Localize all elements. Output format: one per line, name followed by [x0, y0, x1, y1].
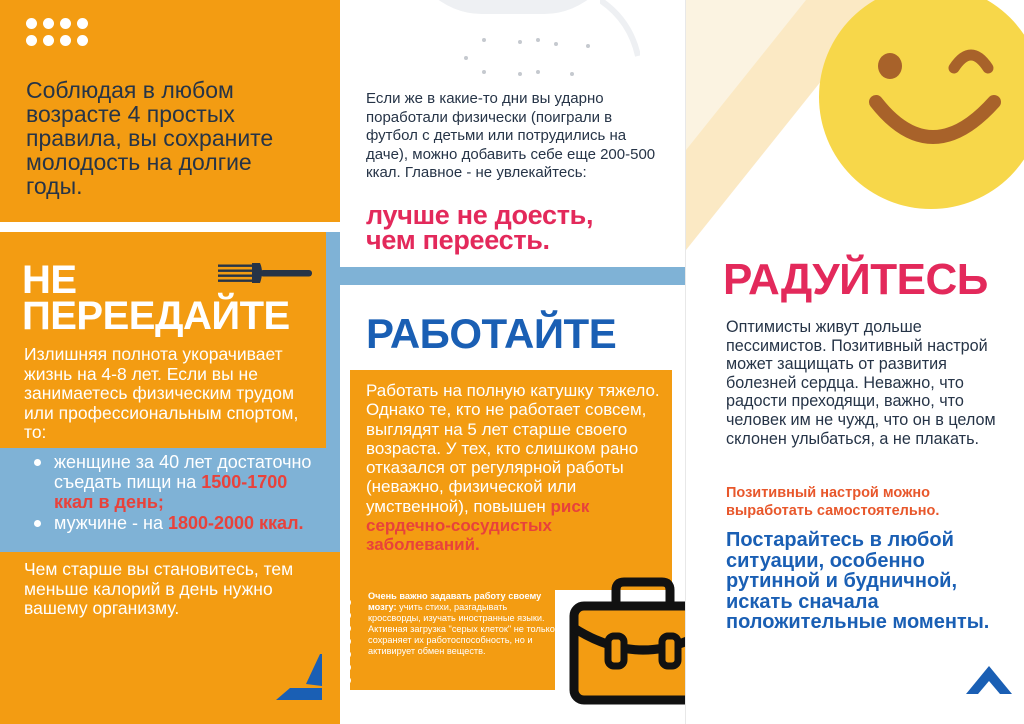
- calorie-list: [34, 452, 324, 534]
- plate-edge: [600, 0, 640, 60]
- dots-grid-icon: [26, 18, 98, 46]
- list-item: [34, 513, 324, 533]
- right-panel: [685, 0, 1024, 724]
- right-body-text: Оптимисты живут дольше пессимистов. Позитивный настрой может защищать от развития болезней сердца. Неважно, что радости преходящи, важно, что человек им не чужд, что он в целом склонен улыбаться, а не плакать.: [726, 318, 996, 448]
- winking-smiley-icon: [816, 0, 1024, 212]
- divider: [340, 267, 685, 285]
- quote-line: лучше не доесть,: [366, 200, 594, 230]
- title-line: ПЕРЕЕДАЙТЕ: [22, 294, 290, 338]
- list-item-text: мужчине - на: [54, 513, 168, 533]
- calorie-highlight: 1800-2000 ккал.: [167, 513, 304, 533]
- dots-column-icon: [342, 598, 351, 689]
- list-item-text: женщине за 40 лет достаточно съедать пищи на: [54, 452, 312, 492]
- left-intro-text: Соблюдая в любом возрасте 4 простых правила, вы сохраните молодость на долгие годы.: [26, 77, 274, 199]
- quote-line: чем переесть.: [366, 225, 550, 255]
- divider: [0, 222, 340, 232]
- list-item: [34, 452, 324, 512]
- brain-tip-text: [368, 591, 558, 657]
- middle-panel: [340, 0, 685, 724]
- right-orange-text: Позитивный настрой можно выработать самостоятельно.: [726, 485, 940, 519]
- section-title-rejoice: РАДУЙТЕСЬ: [723, 255, 988, 304]
- brain-tip-rest: учить стихи, разгадывать кроссворды, изучать иностранные языки. Активная загрузка "серых клеток" не только сохраняет их работоспособность, но и активирует обмен веществ.: [368, 602, 555, 656]
- fork-icon: [218, 262, 314, 288]
- left-footer-text: Чем старше вы становитесь, тем меньше калорий в день нужно вашему организму.: [24, 559, 294, 618]
- middle-intro-text: Если же в какие-то дни вы ударно поработали физически (поиграли в футбол с детьми или потрудились на даче), можно добавить себе еще 200-500 ккал. Главное - не увлекайтесь:: [366, 90, 656, 181]
- briefcase-icon: [568, 576, 685, 706]
- work-body-text: [366, 381, 666, 555]
- divider: [326, 232, 340, 452]
- left-panel: [0, 0, 340, 724]
- left-body-text: Излишняя полнота укорачивает жизнь на 4-8 лет. Если вы не занимаетесь физическим трудом или профессиональным спортом, то:: [24, 344, 299, 442]
- highlight-quote: [366, 200, 676, 255]
- risk-highlight: риск сердечно-сосудистых заболеваний.: [366, 496, 590, 555]
- work-body-main: Работать на полную катушку тяжело. Однако те, кто не работает совсем, выглядят на 5 лет старше своего возраста. У тех, кто слишком рано отказался от регулярной работы (неважно, физической или умственной), повышен: [366, 381, 660, 516]
- brain-tip-bold: Очень важно задавать работу своему мозгу:: [368, 591, 542, 612]
- right-blue-text: Постарайтесь в любой ситуации, особенно рутинной и будничной, искать сначала положительные моменты.: [726, 529, 990, 633]
- logo-icon: [966, 664, 1012, 694]
- section-title-work: РАБОТАЙТЕ: [366, 310, 617, 357]
- title-line: НЕ: [22, 258, 77, 302]
- plate-icon: [408, 0, 618, 14]
- logo-icon: [276, 654, 322, 700]
- calorie-highlight: 1500-1700 ккал в день;: [54, 472, 288, 512]
